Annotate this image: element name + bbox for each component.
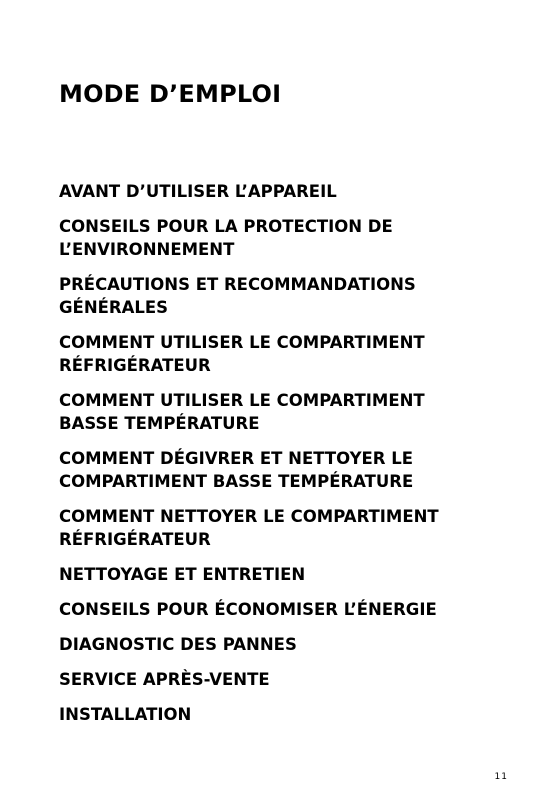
toc-line: L’ENVIRONNEMENT bbox=[59, 240, 235, 259]
toc-item-installation bbox=[59, 703, 529, 726]
toc-item-precautions bbox=[59, 273, 529, 319]
toc-item-degivrer-nettoyer bbox=[59, 447, 529, 493]
toc-line: INSTALLATION bbox=[59, 705, 192, 724]
page-number: 11 bbox=[494, 772, 508, 782]
toc-item-protection-environnement bbox=[59, 215, 529, 261]
toc-line: COMMENT UTILISER LE COMPARTIMENT bbox=[59, 333, 425, 352]
toc-line: RÉFRIGÉRATEUR bbox=[59, 530, 211, 549]
toc-item-utiliser-basse-temperature bbox=[59, 389, 529, 435]
toc-line: SERVICE APRÈS-VENTE bbox=[59, 670, 270, 689]
toc-line: CONSEILS POUR LA PROTECTION DE bbox=[59, 217, 393, 236]
toc-line: CONSEILS POUR ÉCONOMISER L’ÉNERGIE bbox=[59, 600, 437, 619]
toc-line: PRÉCAUTIONS ET RECOMMANDATIONS bbox=[59, 275, 416, 294]
toc-item-nettoyage-entretien bbox=[59, 563, 529, 586]
toc-line: AVANT D’UTILISER L’APPAREIL bbox=[59, 182, 337, 201]
toc-item-utiliser-refrigerateur bbox=[59, 331, 529, 377]
toc-line: GÉNÉRALES bbox=[59, 298, 169, 317]
toc-line: NETTOYAGE ET ENTRETIEN bbox=[59, 565, 306, 584]
toc-line: COMMENT UTILISER LE COMPARTIMENT bbox=[59, 391, 425, 410]
page-title: MODE D’EMPLOI bbox=[59, 80, 282, 108]
toc-line: COMMENT DÉGIVRER ET NETTOYER LE bbox=[59, 449, 414, 468]
toc-line: COMMENT NETTOYER LE COMPARTIMENT bbox=[59, 507, 439, 526]
toc-item-avant-utiliser bbox=[59, 180, 529, 203]
toc-item-service-apres-vente bbox=[59, 668, 529, 691]
table-of-contents bbox=[59, 180, 529, 738]
toc-item-nettoyer-refrigerateur bbox=[59, 505, 529, 551]
toc-item-economiser-energie bbox=[59, 598, 529, 621]
toc-line: COMPARTIMENT BASSE TEMPÉRATURE bbox=[59, 472, 414, 491]
toc-item-diagnostic-pannes bbox=[59, 633, 529, 656]
toc-line: DIAGNOSTIC DES PANNES bbox=[59, 635, 297, 654]
toc-line: BASSE TEMPÉRATURE bbox=[59, 414, 260, 433]
toc-line: RÉFRIGÉRATEUR bbox=[59, 356, 211, 375]
